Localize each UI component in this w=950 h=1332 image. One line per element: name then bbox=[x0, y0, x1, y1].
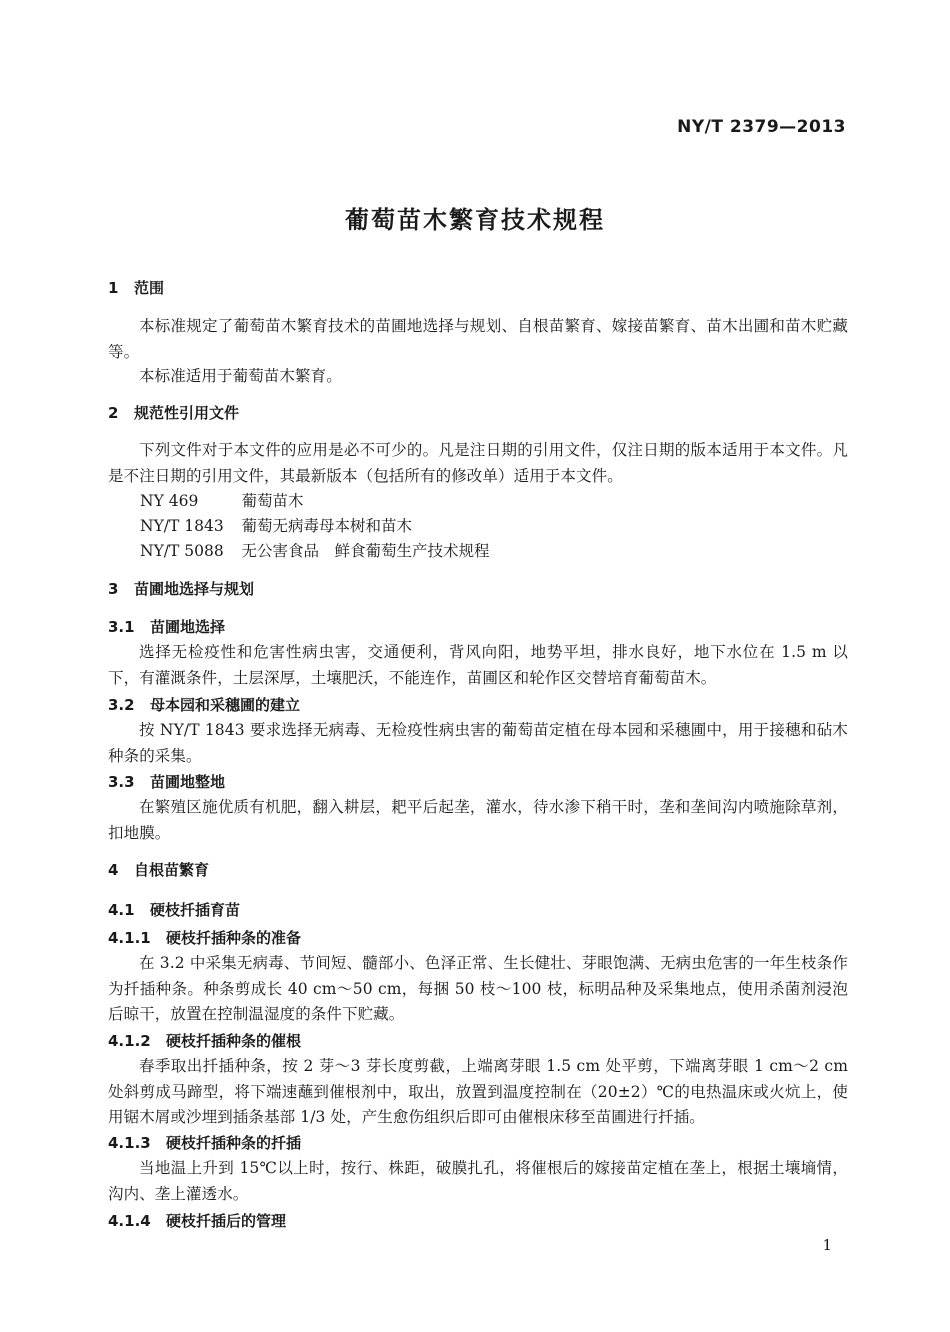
subsection-title: 苗圃地选择 bbox=[150, 618, 226, 636]
reference-item bbox=[140, 514, 412, 536]
subsection-title: 硬枝扦插种条的催根 bbox=[166, 1032, 302, 1050]
reference-name: 葡萄苗木 bbox=[241, 492, 304, 510]
subsection-number: 4.1.1 bbox=[108, 929, 151, 947]
subsection-number: 3.1 bbox=[108, 618, 135, 636]
reference-code: NY/T 5088 bbox=[140, 542, 224, 560]
section-1-heading bbox=[108, 277, 164, 298]
subsection-3-2-paragraph: 按 NY/T 1843 要求选择无病毒、无检疫性病虫害的葡萄苗定植在母本园和采穗圃中，用于接穗和砧木种条的采集。 bbox=[108, 721, 848, 765]
subsection-title: 硬枝扦插育苗 bbox=[150, 901, 241, 919]
section-1-paragraph-1: 本标准规定了葡萄苗木繁育技术的苗圃地选择与规划、自根苗繁育、嫁接苗繁育、苗木出圃和苗木贮藏等。 bbox=[108, 317, 848, 361]
subsection-title: 硬枝扦插种条的扦插 bbox=[166, 1134, 302, 1152]
subsection-number: 4.1 bbox=[108, 901, 135, 919]
subsection-3-2-heading bbox=[108, 694, 300, 715]
document-title: 葡萄苗木繁育技术规程 bbox=[345, 206, 605, 234]
section-1-paragraph-2: 本标准适用于葡萄苗木繁育。 bbox=[139, 367, 342, 385]
subsection-3-3-heading bbox=[108, 771, 225, 792]
subsection-title: 硬枝扦插后的管理 bbox=[166, 1212, 287, 1230]
section-3-heading bbox=[108, 578, 254, 599]
subsection-number: 3.2 bbox=[108, 696, 135, 714]
subsection-number: 4.1.4 bbox=[108, 1212, 151, 1230]
subsection-title: 母本园和采穗圃的建立 bbox=[150, 696, 301, 714]
reference-item bbox=[140, 539, 490, 561]
section-title: 规范性引用文件 bbox=[134, 404, 240, 422]
subsection-number: 3.3 bbox=[108, 773, 135, 791]
page-number: 1 bbox=[822, 1236, 832, 1254]
section-number: 1 bbox=[108, 279, 119, 297]
section-number: 3 bbox=[108, 580, 119, 598]
section-number: 2 bbox=[108, 404, 119, 422]
reference-code: NY 469 bbox=[140, 492, 199, 510]
reference-name: 无公害食品 鲜食葡萄生产技术规程 bbox=[241, 542, 490, 560]
subsection-4-1-3-paragraph: 当地温上升到 15℃以上时，按行、株距，破膜扎孔，将催根后的嫁接苗定植在垄上，根据土壤墒情，沟内、垄上灌透水。 bbox=[108, 1159, 848, 1203]
subsection-number: 4.1.3 bbox=[108, 1134, 151, 1152]
section-number: 4 bbox=[108, 861, 119, 879]
subsection-4-1-heading bbox=[108, 899, 240, 920]
subsection-3-3-paragraph: 在繁殖区施优质有机肥，翻入耕层，耙平后起垄，灌水，待水渗下稍干时，垄和垄间沟内喷施除草剂，扣地膜。 bbox=[108, 798, 848, 842]
subsection-title: 硬枝扦插种条的准备 bbox=[166, 929, 302, 947]
subsection-3-1-heading bbox=[108, 616, 225, 637]
section-2-paragraph-1: 下列文件对于本文件的应用是必不可少的。凡是注日期的引用文件，仅注日期的版本适用于本文件。凡是不注日期的引用文件，其最新版本（包括所有的修改单）适用于本文件。 bbox=[108, 441, 848, 485]
section-title: 苗圃地选择与规划 bbox=[134, 580, 255, 598]
section-title: 范围 bbox=[134, 279, 165, 297]
subsection-4-1-2-heading bbox=[108, 1030, 301, 1051]
reference-name: 葡萄无病毒母本树和苗木 bbox=[241, 517, 413, 535]
subsection-4-1-4-heading bbox=[108, 1210, 286, 1231]
section-2-heading bbox=[108, 402, 239, 423]
subsection-number: 4.1.2 bbox=[108, 1032, 151, 1050]
standard-code: NY/T 2379—2013 bbox=[677, 117, 846, 137]
subsection-4-1-1-heading bbox=[108, 927, 301, 948]
subsection-4-1-1-paragraph: 在 3.2 中采集无病毒、节间短、髓部小、色泽正常、生长健壮、芽眼饱满、无病虫危害的一年生枝条作为扦插种条。种条剪成长 40 cm～50 cm，每捆 50 枝～100 枝，标明品种及采集地点，使用杀菌剂浸泡后晾干，放置在控制温湿度的条件下贮藏。 bbox=[108, 954, 848, 1023]
subsection-3-1-paragraph: 选择无检疫性和危害性病虫害，交通便利，背风向阳，地势平坦，排水良好，地下水位在 1.5 m 以下，有灌溉条件，土层深厚，土壤肥沃，不能连作，苗圃区和轮作区交替培育葡萄苗木。 bbox=[108, 643, 848, 687]
reference-item bbox=[140, 489, 304, 511]
subsection-title: 苗圃地整地 bbox=[150, 773, 226, 791]
section-title: 自根苗繁育 bbox=[134, 861, 210, 879]
reference-code: NY/T 1843 bbox=[140, 517, 224, 535]
section-4-heading bbox=[108, 859, 209, 880]
subsection-4-1-2-paragraph: 春季取出扦插种条，按 2 芽～3 芽长度剪截，上端离芽眼 1.5 cm 处平剪，下端离芽眼 1 cm～2 cm 处斜剪成马蹄型，将下端速蘸到催根剂中，取出，放置到温度控制在（20±2）℃的电热温床或火炕上，使用锯木屑或沙埋到插条基部 1/3 处，产生愈伤组织后即可由催根床移至苗圃进行扦插。 bbox=[108, 1057, 848, 1126]
subsection-4-1-3-heading bbox=[108, 1132, 301, 1153]
